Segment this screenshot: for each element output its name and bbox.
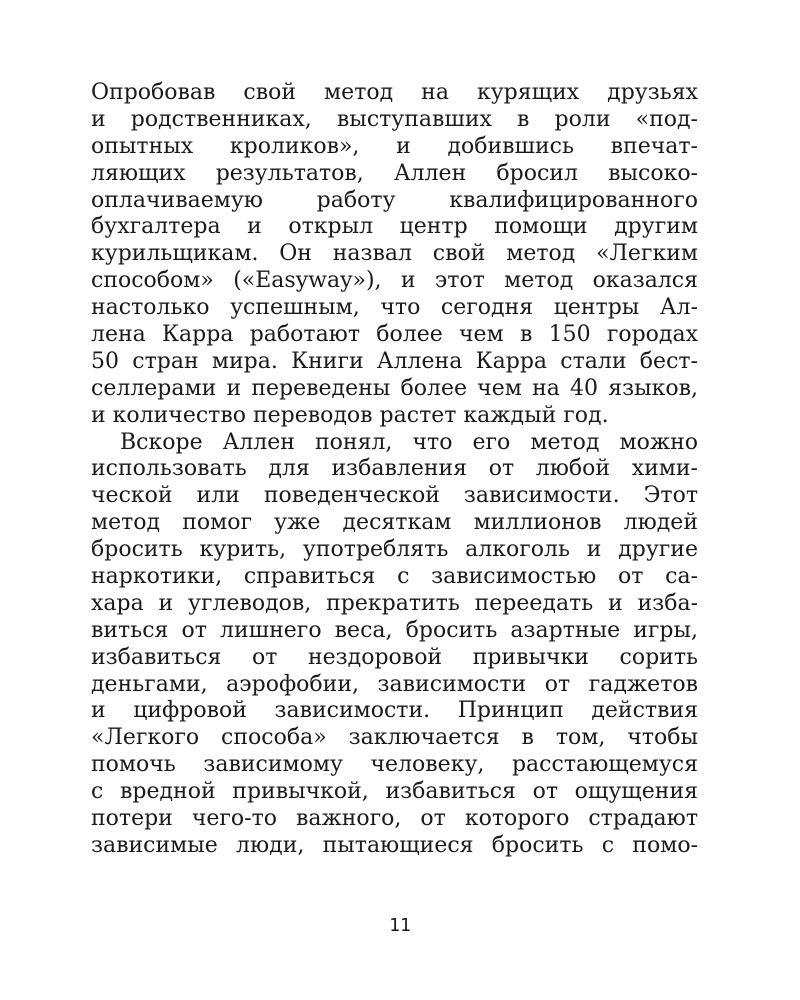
text-line: зависимые люди, пытающиеся бросить с помо-	[91, 832, 698, 858]
text-line: деньгами, аэрофобии, зависимости от гаджетов	[91, 671, 698, 697]
text-line: Вскоре Аллен понял, что его метод можно	[120, 429, 698, 455]
text-line: ческой или поведенческой зависимости. Этот	[91, 483, 698, 509]
page-number: 11	[389, 915, 411, 936]
text-line: виться от лишнего веса, бросить азартные игры,	[91, 617, 698, 643]
text-line: лена Карра работают более чем в 150 городах	[91, 322, 698, 348]
text-line: использовать для избавления от любой хими-	[91, 456, 698, 482]
text-line: помочь зависимому человеку, расстающемуся	[91, 752, 698, 778]
text-line: и количество переводов растет каждый год.	[91, 402, 609, 428]
text-line: ляющих результатов, Аллен бросил высоко-	[91, 160, 698, 186]
text-line: оплачиваемую работу квалифицированного	[91, 187, 698, 213]
text-line: бухгалтера и открыл центр помощи другим	[91, 214, 698, 240]
paragraph-2	[91, 430, 698, 860]
text-line: избавиться от нездоровой привычки сорить	[91, 644, 698, 670]
text-line: способом» («Easyway»), и этот метод оказался	[91, 268, 698, 294]
text-line: и цифровой зависимости. Принцип действия	[91, 698, 698, 724]
text-line: опытных кроликов», и добившись впечат-	[91, 133, 698, 159]
text-line: настолько успешным, что сегодня центры Ал-	[91, 295, 698, 321]
text-line: и родственниках, выступавших в роли «под-	[91, 106, 698, 132]
paragraph-1	[91, 80, 698, 430]
text-line: «Легкого способа» заключается в том, чтобы	[91, 725, 698, 751]
text-line: Опробовав свой метод на курящих друзьях	[91, 80, 698, 105]
text-line: с вредной привычкой, избавиться от ощущения	[91, 779, 698, 805]
text-line: метод помог уже десяткам миллионов людей	[91, 510, 698, 536]
text-line: селлерами и переведены более чем на 40 языков,	[91, 375, 698, 401]
text-line: курильщикам. Он назвал свой метод «Легким	[91, 241, 698, 267]
text-line: потери чего-то важного, от которого страдают	[91, 806, 698, 832]
text-line: 50 стран мира. Книги Аллена Карра стали бест-	[91, 348, 698, 374]
text-line: бросить курить, употреблять алкоголь и другие	[91, 537, 698, 563]
body-text	[91, 80, 698, 860]
text-line: хара и углеводов, прекратить переедать и изба-	[91, 590, 698, 616]
text-line: наркотики, справиться с зависимостью от са-	[91, 564, 698, 590]
